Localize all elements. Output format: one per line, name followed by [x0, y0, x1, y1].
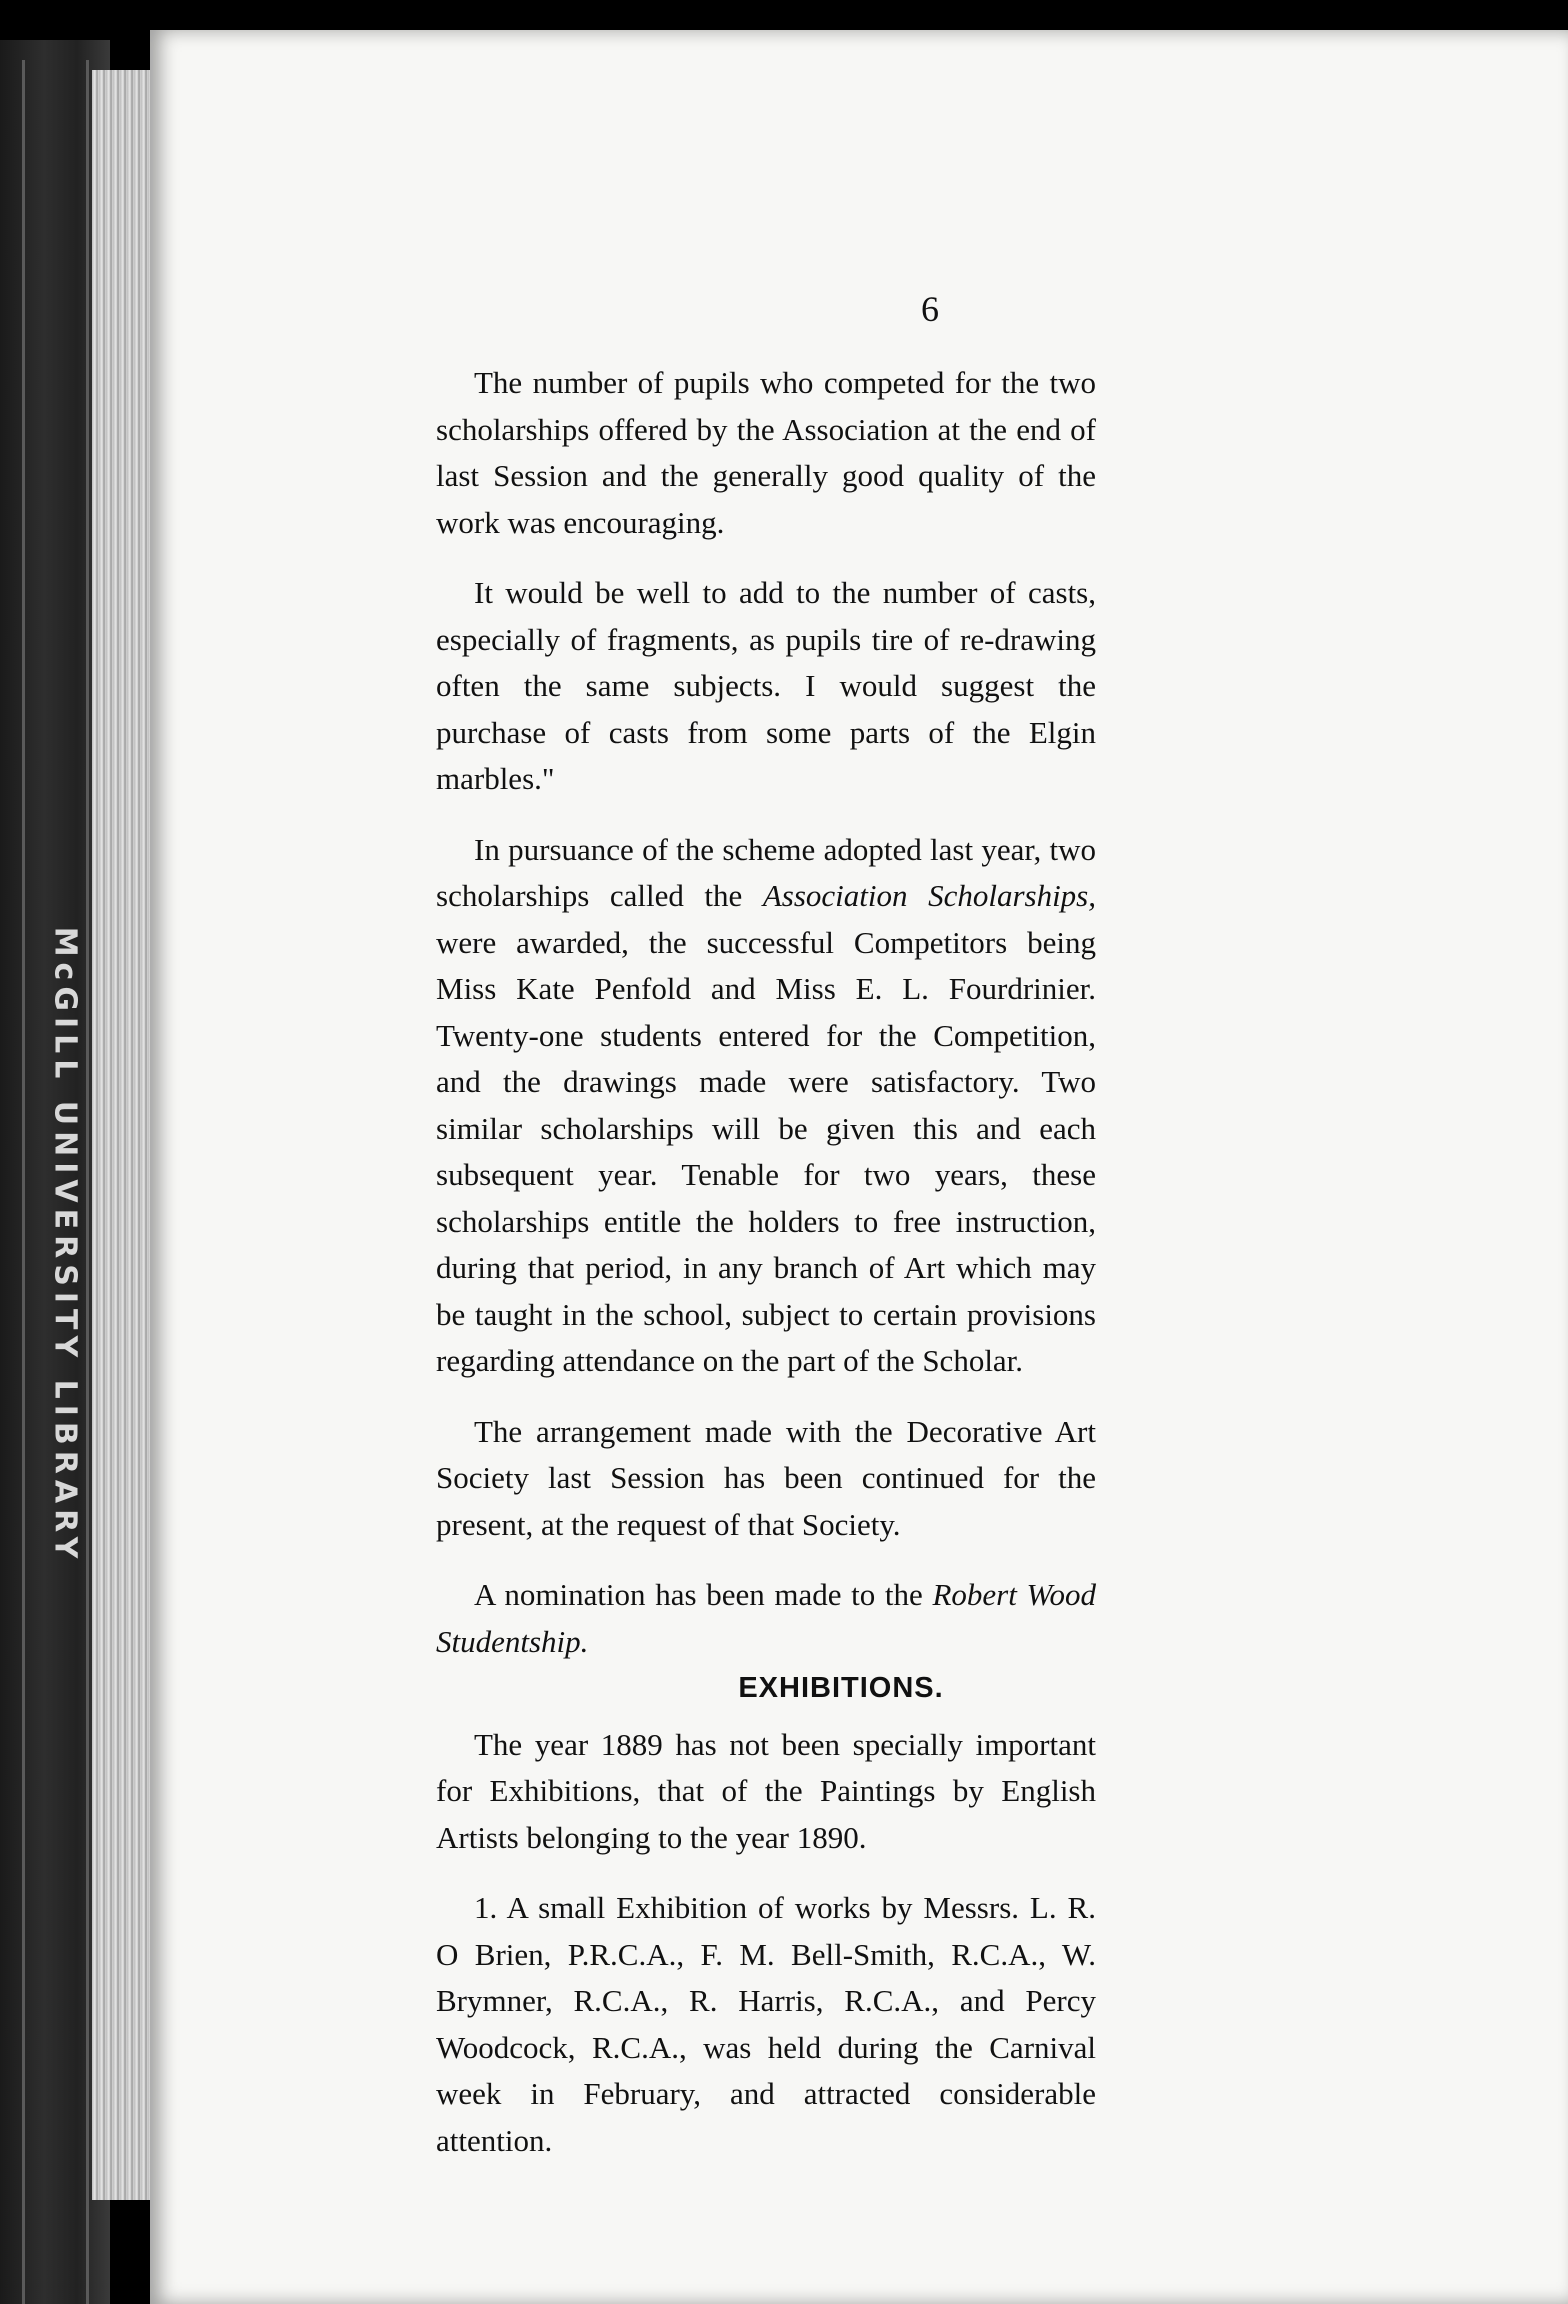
spine-rule	[22, 60, 25, 2304]
paragraph: It would be well to add to the number of casts, especially of fragments, as pupils tire of re-drawing often the same subjects. I would suggest the purchase of casts from some parts of the Elgin marbles."	[436, 575, 1096, 796]
paragraph-text: In pursuance of the scheme adopted last year, two scholarships called the	[436, 831, 1096, 913]
paragraph	[436, 1572, 1096, 1665]
paragraph-text: were awarded, the successful Competitors being Miss Kate Penfold and Miss E. L. Fourdrinier. Twenty-one students entered for the Competition, and the drawings made were satisfactory. Two similar scholarships will be given this and each subsequent year. Tenable for two years, these scholarships entitle the holders to free instruction, during that period, in any branch of Art which may be taught in the school, subject to certain provisions regarding attendance on the part of the Scholar.	[436, 924, 1096, 1378]
page-edges	[92, 70, 152, 2200]
spine-rule	[86, 60, 89, 2304]
paragraph: The arrangement made with the Decorative Art Society last Session has been continued for the present, at the request of that Society.	[436, 1413, 1096, 1542]
paragraph-text: A nomination has been made to the	[474, 1577, 933, 1612]
paragraph: The number of pupils who competed for the two scholarships offered by the Association at the end of last Session and the generally good quality of the work was encouraging.	[436, 365, 1096, 540]
page-number: 6	[921, 289, 939, 329]
section-heading: EXHIBITIONS.	[738, 1672, 944, 1704]
italic-title: Association Scholarships,	[762, 878, 1096, 913]
paragraph: 1. A small Exhibition of works by Messrs. L. R. O Brien, P.R.C.A., F. M. Bell-Smith, R.C.A., W. Brymner, R.C.A., R. Harris, R.C.A., and Percy Woodcock, R.C.A., was held during the Carnival week in February, and attracted considerable attention.	[436, 1890, 1096, 2158]
spine-stamp-text: McGILL UNIVERSITY LIBRARY	[47, 926, 83, 1564]
italic-title: Robert Wood Studentship.	[436, 1577, 1096, 1659]
book-page	[150, 30, 1568, 2304]
page-body	[436, 360, 1096, 2188]
spine-stamp	[48, 830, 82, 1660]
paragraph: The year 1889 has not been specially important for Exhibitions, that of the Paintings by English Artists belonging to the year 1890.	[436, 1726, 1096, 1855]
paragraph	[436, 827, 1096, 1385]
